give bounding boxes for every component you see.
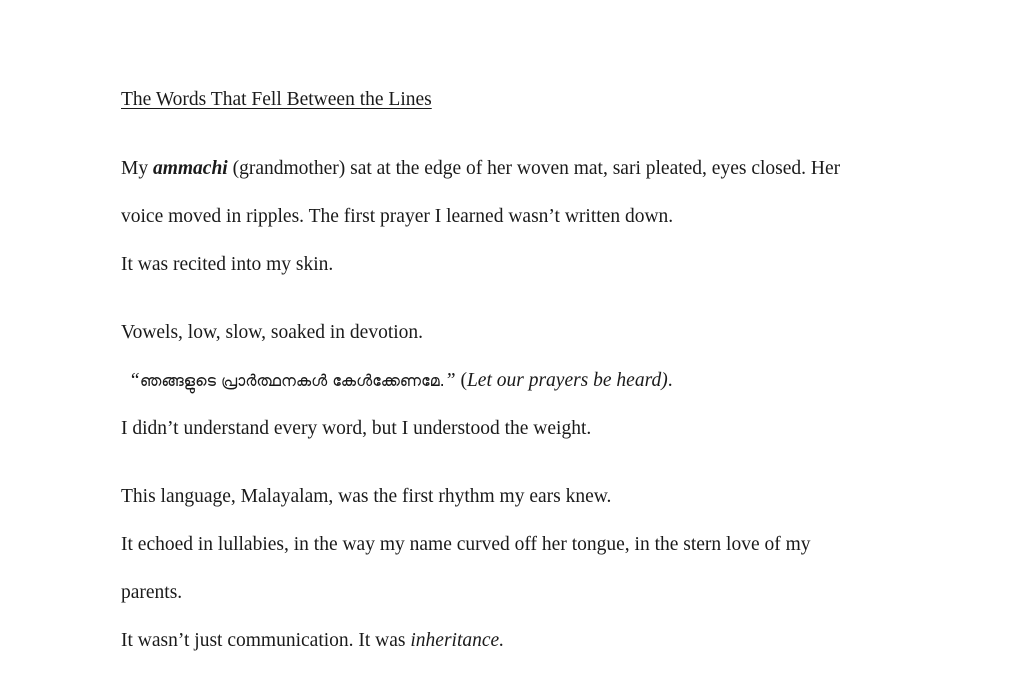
text-run: ( (455, 370, 467, 391)
emphasis-inheritance: inheritance. (410, 630, 505, 651)
malayalam-prayer: ഞങ്ങളുടെ പ്രാർത്ഥനകൾ കേൾക്കേണമേ. (139, 371, 445, 390)
text-run: It wasn’t just communication. It was (121, 630, 411, 651)
emphasis-ammachi: ammachi (152, 158, 228, 179)
malayalam-prayer-line (129, 369, 673, 393)
paragraph-2-line-1: Vowels, low, slow, soaked in devotion. (121, 322, 424, 343)
document-title: The Words That Fell Between the Lines (121, 89, 432, 110)
paragraph-1-line-2: voice moved in ripples. The first prayer I learned wasn’t written down. (121, 206, 674, 227)
text-run: . (667, 370, 673, 391)
paragraph-1-line-3: It was recited into my skin. (121, 254, 334, 275)
open-quote: “ (129, 370, 140, 391)
prayer-translation: Let our prayers be heard) (466, 370, 668, 391)
paragraph-1-line-1 (121, 157, 840, 181)
paragraph-3-line-2: It echoed in lullabies, in the way my name curved off her tongue, in the stern love of my (121, 534, 811, 555)
paragraph-3-line-1: This language, Malayalam, was the first rhythm my ears knew. (121, 486, 612, 507)
paragraph-3-line-4 (121, 629, 504, 653)
paragraph-3-line-3: parents. (121, 582, 183, 603)
paragraph-2-line-3: I didn’t understand every word, but I understood the weight. (121, 418, 592, 439)
text-run: My (121, 158, 153, 179)
close-quote: ” (444, 370, 456, 391)
text-run: (grandmother) sat at the edge of her woven mat, sari pleated, eyes closed. Her (227, 158, 841, 179)
